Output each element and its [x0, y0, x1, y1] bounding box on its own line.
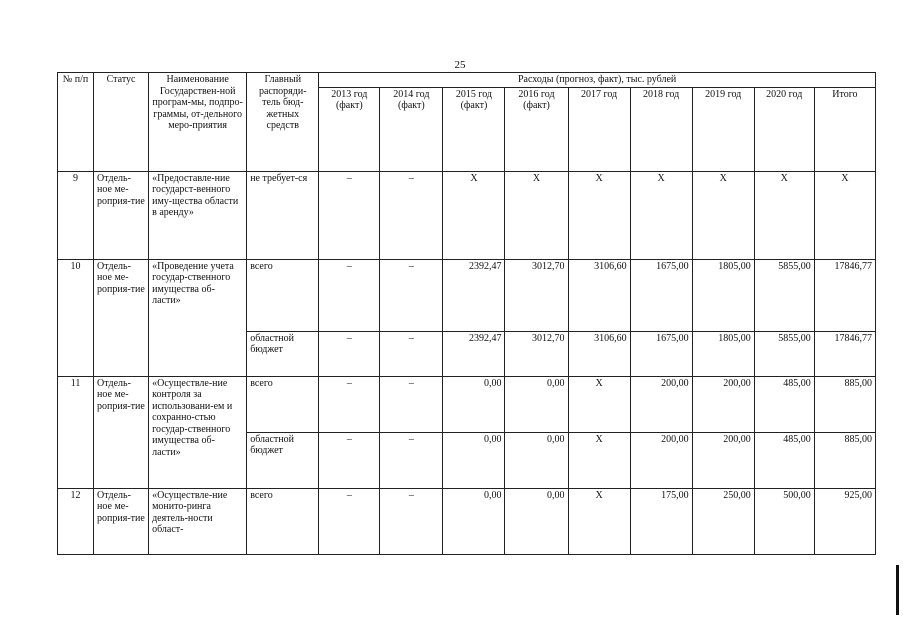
cell-total: 17846,77 — [814, 259, 875, 331]
cell-value: 0,00 — [505, 376, 568, 432]
row-manager: всего — [247, 488, 319, 554]
cell-value: – — [380, 432, 443, 488]
cell-value: 3106,60 — [568, 331, 630, 376]
cell-value: 0,00 — [505, 488, 568, 554]
cell-value: – — [380, 376, 443, 432]
table-row — [58, 376, 876, 432]
cell-value: – — [380, 331, 443, 376]
header-expenses: Расходы (прогноз, факт), тыс. рублей — [319, 73, 876, 88]
cell-value: – — [319, 488, 380, 554]
header-year: 2014 год (факт) — [380, 87, 443, 171]
row-name: «Предоставле-ние государст-венного иму-щества области в аренду» — [149, 171, 247, 259]
row-number: 11 — [58, 376, 94, 488]
cell-value: 250,00 — [692, 488, 754, 554]
cell-value: 0,00 — [443, 376, 505, 432]
cell-value: 175,00 — [630, 488, 692, 554]
cell-value: 500,00 — [754, 488, 814, 554]
cell-value: 1675,00 — [630, 331, 692, 376]
cell-total: X — [814, 171, 875, 259]
cell-value: 0,00 — [443, 432, 505, 488]
header-name: Наименование Государствен-ной програм-мы, подпро-граммы, от-дельного меро-приятия — [149, 73, 247, 172]
header-year: 2015 год (факт) — [443, 87, 505, 171]
cell-value: 3012,70 — [505, 259, 568, 331]
cell-total: 885,00 — [814, 376, 875, 432]
page-number: 25 — [454, 59, 466, 71]
cell-value: 5855,00 — [754, 259, 814, 331]
table-row — [58, 488, 876, 554]
cell-value: X — [443, 171, 505, 259]
cell-value: 200,00 — [630, 432, 692, 488]
cell-value: X — [505, 171, 568, 259]
header-manager: Главный распоряди-тель бюд-жетных средств — [247, 73, 319, 172]
cell-value: 0,00 — [443, 488, 505, 554]
row-number: 12 — [58, 488, 94, 554]
cell-total: 925,00 — [814, 488, 875, 554]
cell-value: – — [380, 259, 443, 331]
header-total: Итого — [814, 87, 875, 171]
header-year: 2020 год — [754, 87, 814, 171]
cell-value: X — [754, 171, 814, 259]
cell-value: – — [380, 171, 443, 259]
row-number: 10 — [58, 259, 94, 376]
header-year: 2016 год (факт) — [505, 87, 568, 171]
row-manager: всего — [247, 376, 319, 432]
cell-value: X — [568, 488, 630, 554]
row-status: Отдель-ное ме-роприя-тие — [94, 488, 149, 554]
row-name: «Осуществле-ние контроля за использовани-ем и сохранно-стью государ-ственного имущества об-ласти» — [149, 376, 247, 488]
cell-total: 17846,77 — [814, 331, 875, 376]
cell-value: X — [692, 171, 754, 259]
table-row — [58, 259, 876, 331]
cell-value: X — [568, 432, 630, 488]
cell-value: 2392,47 — [443, 259, 505, 331]
cell-value: 5855,00 — [754, 331, 814, 376]
cell-value: 200,00 — [630, 376, 692, 432]
cell-value: 485,00 — [754, 432, 814, 488]
header-year: 2017 год — [568, 87, 630, 171]
cell-value: X — [568, 171, 630, 259]
header-row-1 — [58, 73, 876, 88]
scan-edge-mark — [896, 565, 899, 615]
header-year: 2018 год — [630, 87, 692, 171]
row-status: Отдель-ное ме-роприя-тие — [94, 259, 149, 376]
row-manager: областной бюджет — [247, 331, 319, 376]
cell-value: – — [380, 488, 443, 554]
row-status: Отдель-ное ме-роприя-тие — [94, 171, 149, 259]
cell-value: 1805,00 — [692, 259, 754, 331]
row-manager: всего — [247, 259, 319, 331]
cell-value: X — [630, 171, 692, 259]
cell-value: 485,00 — [754, 376, 814, 432]
cell-value: X — [568, 376, 630, 432]
header-year: 2013 год (факт) — [319, 87, 380, 171]
cell-value: 1675,00 — [630, 259, 692, 331]
header-num: № п/п — [58, 73, 94, 172]
row-manager: областной бюджет — [247, 432, 319, 488]
cell-value: 1805,00 — [692, 331, 754, 376]
header-status: Статус — [94, 73, 149, 172]
row-name: «Осуществле-ние монито-ринга деятель-ности област- — [149, 488, 247, 554]
header-year: 2019 год — [692, 87, 754, 171]
cell-value: 2392,47 — [443, 331, 505, 376]
cell-value: 200,00 — [692, 376, 754, 432]
cell-value: – — [319, 331, 380, 376]
cell-value: – — [319, 376, 380, 432]
cell-value: 200,00 — [692, 432, 754, 488]
expenses-table — [57, 72, 876, 555]
row-name: «Проведение учета государ-ственного имущества об-ласти» — [149, 259, 247, 376]
cell-value: – — [319, 432, 380, 488]
cell-value: – — [319, 259, 380, 331]
cell-value: – — [319, 171, 380, 259]
row-number: 9 — [58, 171, 94, 259]
table-row — [58, 171, 876, 259]
cell-value: 3012,70 — [505, 331, 568, 376]
row-manager: не требует-ся — [247, 171, 319, 259]
cell-total: 885,00 — [814, 432, 875, 488]
cell-value: 3106,60 — [568, 259, 630, 331]
cell-value: 0,00 — [505, 432, 568, 488]
row-status: Отдель-ное ме-роприя-тие — [94, 376, 149, 488]
